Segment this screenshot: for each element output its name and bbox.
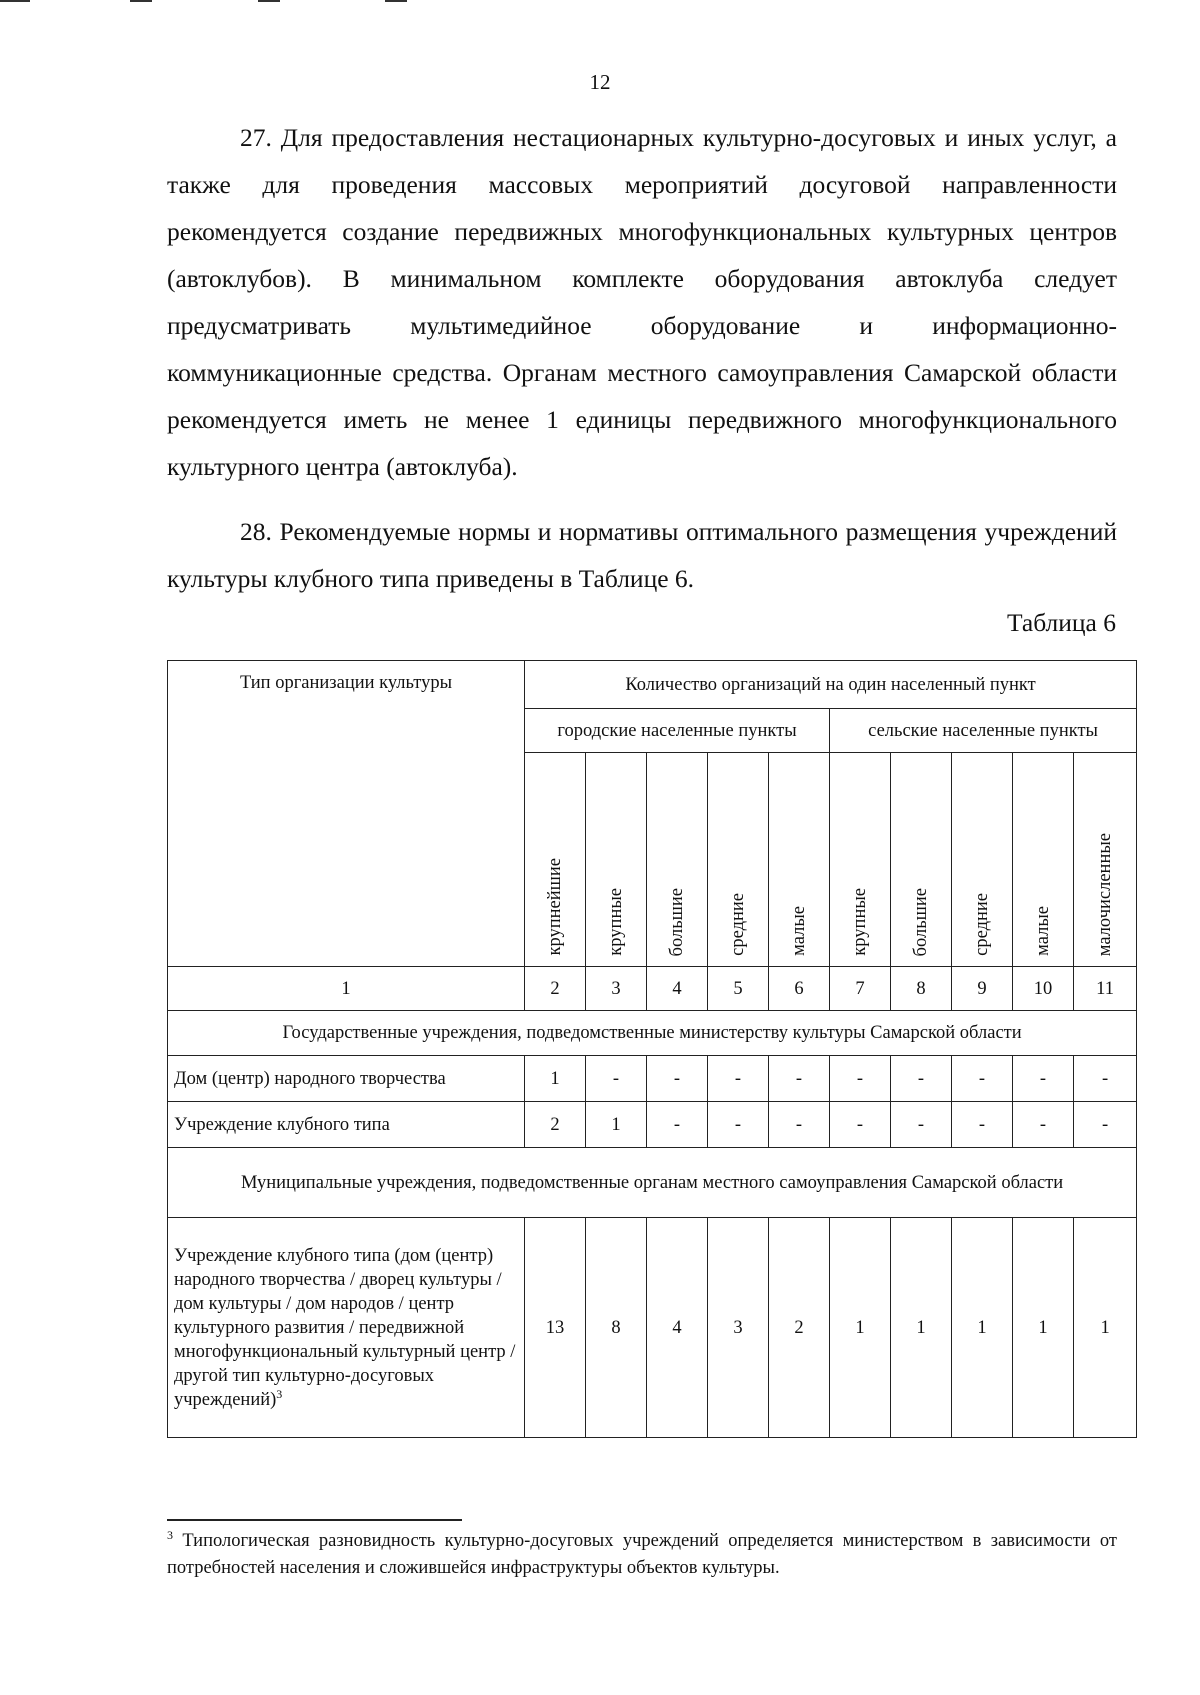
table-cell: 8 [586, 1218, 647, 1438]
column-number: 1 [168, 967, 525, 1011]
header-urban-col: крупнейшие [525, 753, 586, 967]
section-municipal-institutions: Муниципальные учреждения, подведомственные органам местного самоуправления Самарской области [168, 1148, 1137, 1218]
column-number: 2 [525, 967, 586, 1011]
table-cell: 1 [525, 1056, 586, 1102]
table-cell: - [830, 1056, 891, 1102]
header-urban-col: средние [708, 753, 769, 967]
header-urban-col: большие [647, 753, 708, 967]
table-row [168, 1102, 1137, 1148]
table-cell: - [708, 1056, 769, 1102]
table-cell: - [952, 1056, 1013, 1102]
page-number: 12 [589, 70, 611, 94]
norms-table [167, 660, 1137, 1438]
footnote-mark: 3 [167, 1527, 173, 1542]
header-rural-col: малочисленные [1074, 753, 1137, 967]
column-number: 11 [1074, 967, 1137, 1011]
column-number: 4 [647, 967, 708, 1011]
table-row [168, 1218, 1137, 1438]
header-rural-col: большие [891, 753, 952, 967]
table-cell: - [708, 1102, 769, 1148]
header-count-group: Количество организаций на один населенный пункт [525, 661, 1137, 709]
table-cell: 2 [769, 1218, 830, 1438]
column-number: 6 [769, 967, 830, 1011]
column-number: 9 [952, 967, 1013, 1011]
header-rural-col: крупные [830, 753, 891, 967]
table-cell: - [647, 1102, 708, 1148]
table-cell: - [769, 1102, 830, 1148]
header-rural-col: малые [1013, 753, 1074, 967]
section-state-institutions: Государственные учреждения, подведомственные министерству культуры Самарской области [168, 1011, 1137, 1056]
header-urban-group: городские населенные пункты [525, 709, 830, 753]
table-cell: - [1013, 1056, 1074, 1102]
column-number: 10 [1013, 967, 1074, 1011]
footnote-separator [167, 1519, 462, 1521]
column-number: 7 [830, 967, 891, 1011]
table-cell: - [1074, 1102, 1137, 1148]
column-number: 5 [708, 967, 769, 1011]
column-number-row [168, 967, 1137, 1011]
row-label: Учреждение клубного типа (дом (центр) народного творчества / дворец культуры / дом культуры / дом народов / центр культурного развития / передвижной многофункциональный культурный центр / другой тип культурно-досуговых учреждений)$^3$ [168, 1218, 525, 1438]
table-cell: 1 [586, 1102, 647, 1148]
table-cell: - [891, 1102, 952, 1148]
table-cell: 1 [830, 1218, 891, 1438]
table-caption: Таблица 6 [1006, 608, 1116, 637]
table-cell: 3 [708, 1218, 769, 1438]
table-cell: - [586, 1056, 647, 1102]
table-cell: 13 [525, 1218, 586, 1438]
table-row [168, 1056, 1137, 1102]
table-cell: 1 [1013, 1218, 1074, 1438]
table-cell: 1 [1074, 1218, 1137, 1438]
header-rural-col: средние [952, 753, 1013, 967]
header-rural-group: сельские населенные пункты [830, 709, 1137, 753]
scan-top-marks [0, 0, 1200, 8]
table-cell: 1 [952, 1218, 1013, 1438]
header-type-col: Тип организации культуры [168, 661, 525, 967]
header-urban-col: крупные [586, 753, 647, 967]
table-cell: 1 [891, 1218, 952, 1438]
table-cell: 4 [647, 1218, 708, 1438]
table-cell: - [830, 1102, 891, 1148]
paragraph-28: 28. Рекомендуемые нормы и нормативы оптимального размещения учреждений культуры клубного типа приведены в Таблице 6. [167, 517, 1117, 593]
footnote: $^3$ Типологическая разновидность культурно-досуговых учреждений определяется министерством в зависимости от потребностей населения и сложившейся инфраструктуры объектов культуры. [167, 1527, 1117, 1578]
table-cell: - [891, 1056, 952, 1102]
table-cell: - [1074, 1056, 1137, 1102]
table-cell: - [769, 1056, 830, 1102]
footnote-ref: 3 [276, 1386, 283, 1401]
table-cell: - [647, 1056, 708, 1102]
column-number: 3 [586, 967, 647, 1011]
table-cell: - [952, 1102, 1013, 1148]
paragraph-27: 27. Для предоставления нестационарных культурно-досуговых и иных услуг, а также для проведения массовых мероприятий досуговой направленности рекомендуется создание передвижных многофункциональных культурных центров (автоклубов). В минимальном комплекте оборудования автоклуба следует предусматривать мультимедийное оборудование и информационно-коммуникационные средства. Органам местного самоуправления Самарской области рекомендуется иметь не менее 1 единицы передвижного многофункционального культурного центра (автоклуба). [167, 123, 1117, 481]
column-number: 8 [891, 967, 952, 1011]
table-cell: 2 [525, 1102, 586, 1148]
row-label: Учреждение клубного типа [168, 1102, 525, 1148]
table-cell: - [1013, 1102, 1074, 1148]
row-label: Дом (центр) народного творчества [168, 1056, 525, 1102]
header-urban-col: малые [769, 753, 830, 967]
